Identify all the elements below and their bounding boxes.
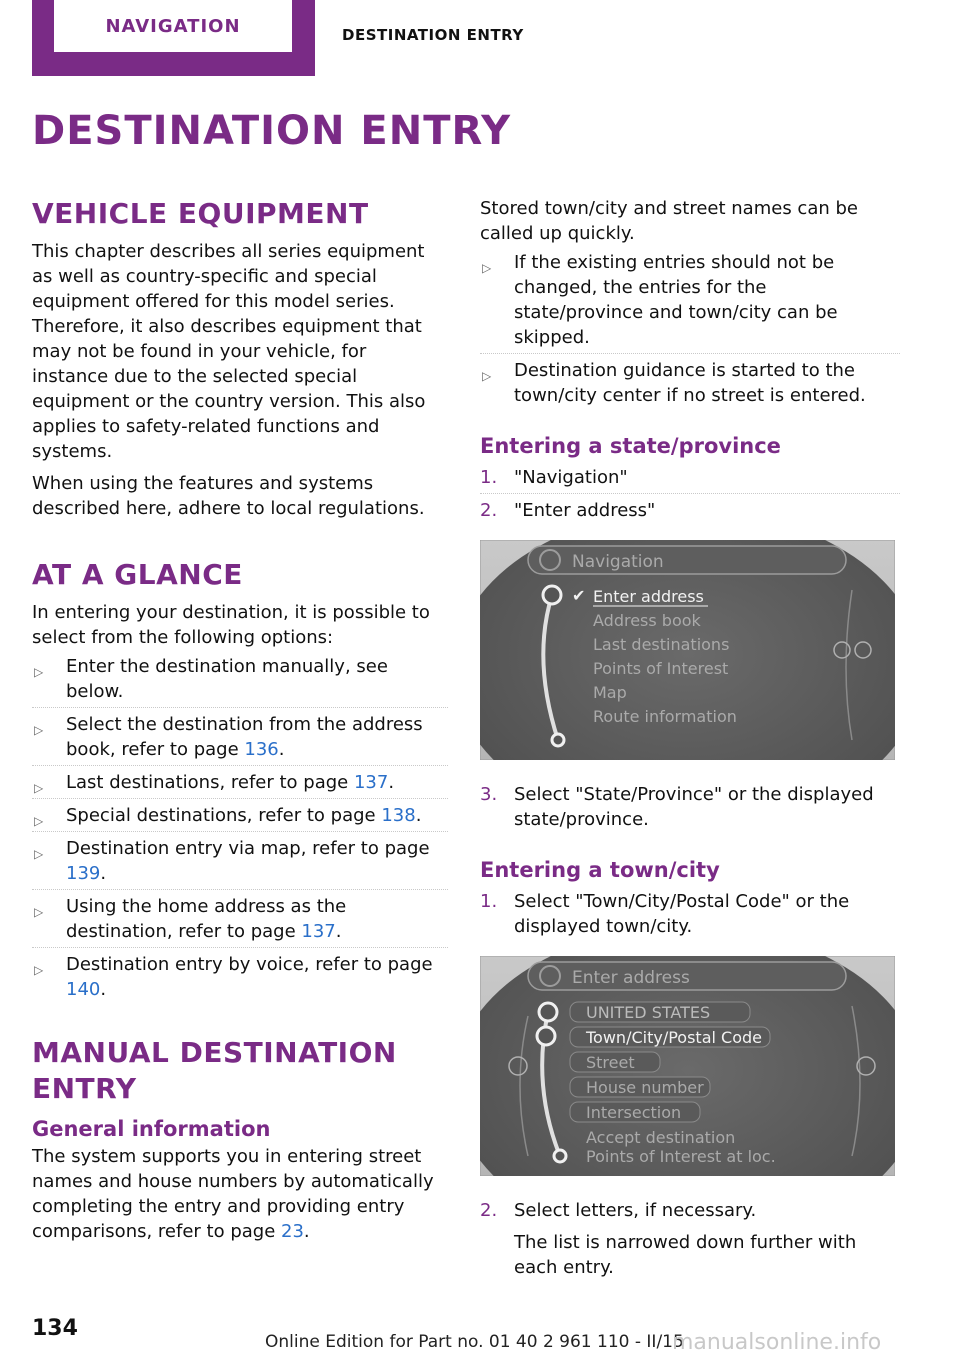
svg-text:Points of Interest at loc.: Points of Interest at loc. — [586, 1147, 776, 1166]
list-item: ▷ If the existing entries should not be changed, the entries for the state/province and town/city can be skipped. — [480, 246, 900, 354]
left-column — [32, 196, 448, 1244]
svg-text:Enter address: Enter address — [572, 968, 690, 988]
enter-address-screenshot — [480, 956, 895, 1176]
triangle-bullet-icon: ▷ — [482, 369, 492, 383]
list-item: ▷ Select the destination from the address book, refer to page 136. — [32, 708, 448, 766]
list-item: ▷ Destination guidance is started to the town/city center if no street is entered. — [482, 360, 866, 406]
page-link[interactable]: 138 — [381, 805, 416, 826]
skip-info-list — [480, 246, 900, 411]
town-step-2-list — [480, 1194, 900, 1226]
checkmark-icon: ✔ — [572, 586, 586, 605]
list-item: 1. "Navigation" — [480, 461, 900, 494]
svg-text:Accept destination: Accept destination — [586, 1128, 736, 1147]
page-link[interactable]: 137 — [301, 921, 336, 942]
list-item: 3. Select "State/Province" or the displayed state/province. — [480, 784, 874, 830]
triangle-bullet-icon: ▷ — [34, 905, 44, 919]
list-item: ▷ Destination entry via map, refer to page 139. — [32, 832, 448, 890]
list-item: ▷ Special destinations, refer to page 138. — [32, 799, 448, 832]
svg-text:Street: Street — [586, 1053, 635, 1072]
triangle-bullet-icon: ▷ — [34, 963, 44, 977]
edition-footer: Online Edition for Part no. 01 40 2 961 110 - II/15 — [265, 1332, 684, 1352]
state-steps-list — [480, 461, 900, 526]
triangle-bullet-icon: ▷ — [34, 847, 44, 861]
destination-options-list — [32, 650, 448, 1005]
general-information-heading: General information — [32, 1117, 271, 1141]
at-a-glance-heading: AT A GLANCE — [32, 558, 243, 591]
list-item: ▷ Last destinations, refer to page 137. — [32, 766, 448, 799]
watermark-site: manualsonline.info — [672, 1330, 882, 1355]
general-information-text: The system supports you in entering street names and house numbers by automatically completing the entry and providing entry comparisons, refer to page 23. — [32, 1146, 434, 1242]
page-link[interactable]: 23 — [281, 1221, 304, 1242]
svg-text:Town/City/Postal Code: Town/City/Postal Code — [586, 1028, 762, 1047]
right-column — [480, 196, 900, 1280]
list-item: ▷ Using the home address as the destination, refer to page 137. — [32, 890, 448, 948]
state-step-3-list — [480, 778, 900, 835]
page-link[interactable]: 137 — [353, 772, 389, 793]
triangle-bullet-icon: ▷ — [34, 723, 44, 737]
navigation-menu-screenshot — [480, 540, 895, 760]
page-number: 134 — [32, 1316, 78, 1341]
town-steps-list — [480, 885, 900, 942]
narrowed-list-note: The list is narrowed down further with each entry. — [514, 1232, 857, 1278]
triangle-bullet-icon: ▷ — [34, 665, 44, 679]
svg-text:House number: House number — [586, 1078, 704, 1097]
page-link[interactable]: 136 — [244, 739, 279, 760]
triangle-bullet-icon: ▷ — [34, 814, 44, 828]
page-title: DESTINATION ENTRY — [32, 108, 512, 154]
manual-destination-heading: MANUAL DESTINATION ENTRY — [32, 1036, 397, 1105]
list-item: 1. Select "Town/City/Postal Code" or the displayed town/city. — [480, 891, 850, 937]
list-item: 2. Select letters, if necessary. — [480, 1200, 757, 1221]
list-item: ▷ Destination entry by voice, refer to page 140. — [34, 954, 433, 1000]
svg-text:Intersection: Intersection — [586, 1103, 682, 1122]
svg-text:Navigation: Navigation — [572, 552, 664, 572]
svg-text:UNITED STATES: UNITED STATES — [586, 1003, 711, 1022]
at-a-glance-intro: In entering your destination, it is possible to select from the following options: — [32, 602, 430, 648]
triangle-bullet-icon: ▷ — [34, 781, 44, 795]
town-city-heading: Entering a town/city — [480, 858, 720, 882]
svg-text:Enter address: Enter address — [593, 587, 704, 606]
regulations-text: When using the features and systems described here, adhere to local regulations. — [32, 473, 425, 519]
triangle-bullet-icon: ▷ — [482, 261, 492, 275]
list-item: 2. "Enter address" — [480, 500, 656, 521]
list-item: ▷ Enter the destination manually, see below. — [32, 650, 448, 708]
header-section-label: DESTINATION ENTRY — [342, 26, 524, 44]
vehicle-equipment-heading: VEHICLE EQUIPMENT — [32, 197, 369, 230]
page-link[interactable]: 139 — [66, 863, 101, 884]
header-tab-label: NAVIGATION — [54, 0, 292, 52]
svg-text:Route information: Route information — [593, 707, 737, 726]
svg-text:Last destinations: Last destinations — [593, 635, 730, 654]
state-province-heading: Entering a state/province — [480, 434, 781, 458]
page-link[interactable]: 140 — [66, 979, 101, 1000]
stored-names-text: Stored town/city and street names can be called up quickly. — [480, 198, 858, 244]
header-tab — [32, 0, 315, 76]
svg-text:Address book: Address book — [593, 611, 701, 630]
svg-text:Map: Map — [593, 683, 627, 702]
svg-text:Points of Interest: Points of Interest — [593, 659, 729, 678]
vehicle-equipment-text: This chapter describes all series equipment as well as country-specific and special equipment offered for this model series. Therefore, it also describes equipment that may not be found in your vehicle, for instance due to the selected special equipment or the country version. This also applies to safety-related functions and systems. — [32, 241, 426, 462]
